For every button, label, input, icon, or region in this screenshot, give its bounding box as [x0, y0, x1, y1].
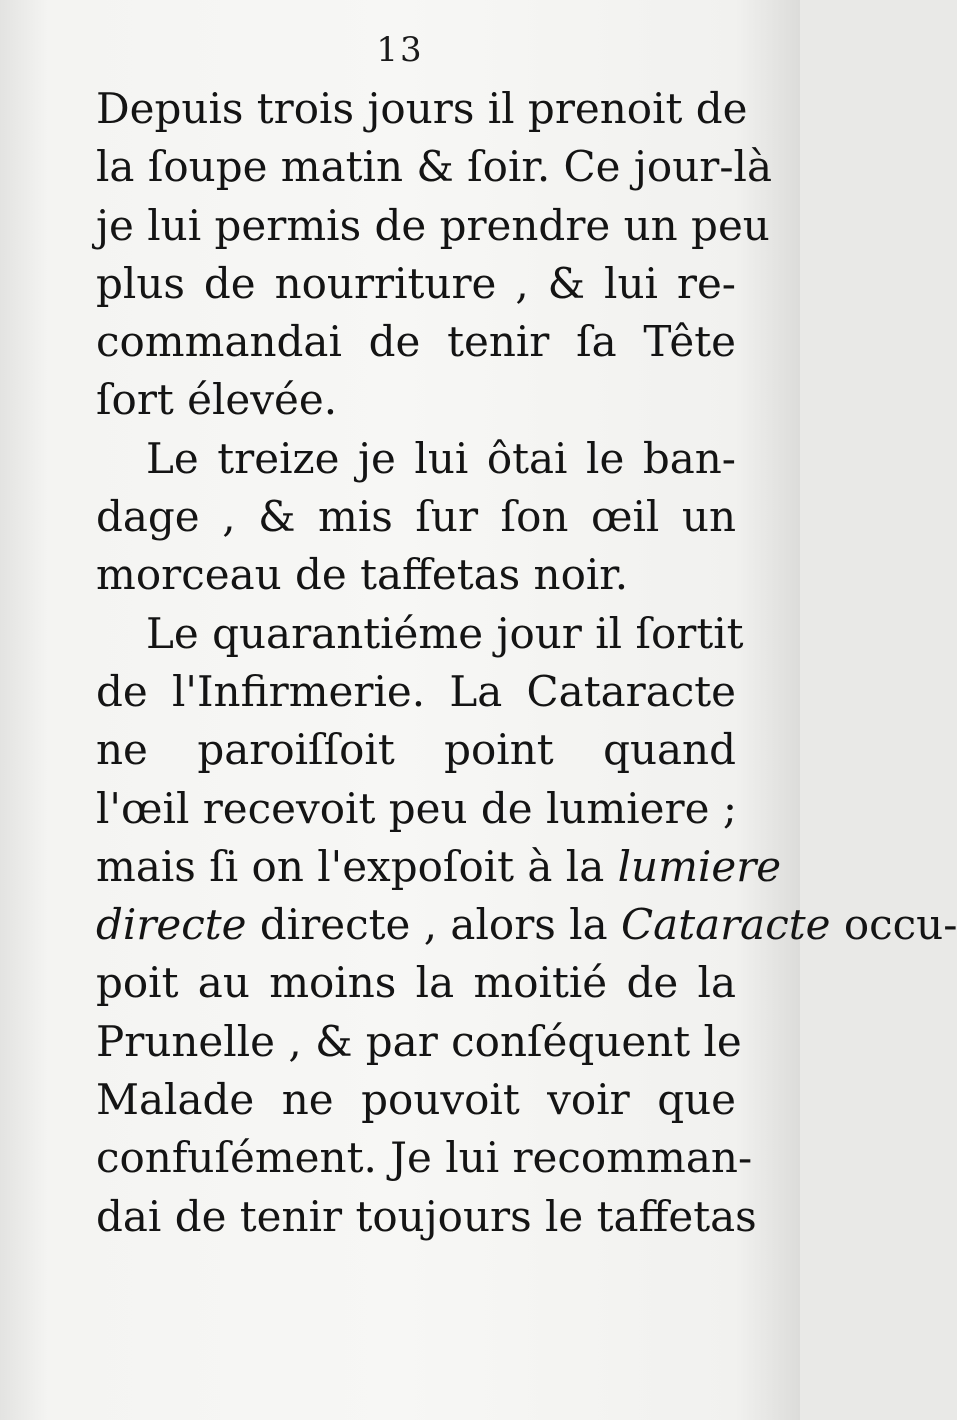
text-line: ne paroiſſoit point quand	[96, 725, 736, 775]
text-line-with-italic	[96, 838, 782, 896]
text-fragment: directe , alors la	[259, 900, 608, 950]
text-line: commandai de tenir ſa Tête	[96, 317, 736, 367]
text-line: dai de tenir toujours le taffetas	[96, 1191, 757, 1241]
text-line: ſort élevée.	[96, 375, 338, 425]
text-fragment: mais ſi on l'expoſoit à la	[96, 841, 605, 891]
text-line: de l'Infirmerie. La Cataracte	[96, 666, 736, 716]
text-line: morceau de taffetas noir.	[96, 550, 629, 600]
italic-word: lumiere	[617, 841, 782, 891]
text-line: je lui permis de prendre un peu	[96, 200, 770, 250]
paragraph-start-line: Le treize je lui ôtai le ban-	[146, 433, 736, 483]
text-line: Depuis trois jours il prenoit de	[96, 84, 748, 133]
text-line: la ſoupe matin & ſoir. Ce jour-là	[96, 142, 772, 192]
italic-word: Cataracte	[621, 900, 831, 950]
text-block	[96, 80, 957, 1246]
text-line: l'œil recevoit peu de lumiere ;	[96, 783, 737, 833]
italic-word: directe	[96, 900, 247, 950]
text-line-with-italic	[96, 896, 957, 954]
text-line: dage , & mis ſur ſon œil un	[96, 492, 736, 542]
page-number: 13	[376, 30, 424, 70]
text-fragment: occu-	[843, 900, 957, 950]
text-line: confuſément. Je lui recomman-	[96, 1133, 753, 1183]
text-line: Prunelle , & par conſéquent le	[96, 1016, 742, 1066]
text-line: Malade ne pouvoit voir que	[96, 1075, 736, 1125]
text-line: poit au moins la moitié de la	[96, 958, 736, 1008]
text-line: plus de nourriture , & lui re-	[96, 258, 736, 308]
paragraph-start-line: Le quarantiéme jour il ſortit	[146, 608, 744, 658]
